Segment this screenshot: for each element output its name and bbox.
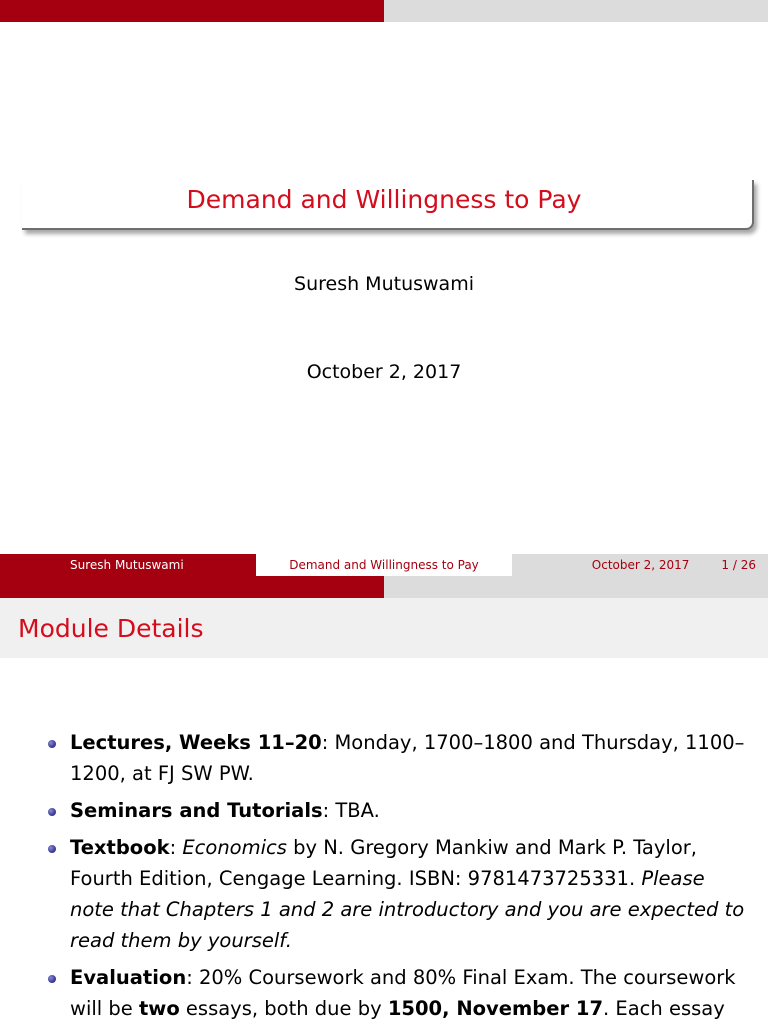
item-text: . Each essay	[603, 997, 725, 1020]
page-number: 1 / 26	[721, 558, 756, 572]
header-bar-2	[0, 576, 768, 598]
bullet-icon	[48, 808, 56, 816]
header-bar-2-red	[0, 576, 384, 598]
item-text: : 20% Coursework and 80% Final Exam. The coursework will be	[70, 966, 736, 1020]
bullet-icon	[48, 975, 56, 983]
item-separator: :	[169, 836, 183, 859]
list-item-lectures	[48, 727, 748, 789]
item-label: Textbook	[70, 836, 170, 859]
list-item-seminars	[48, 795, 748, 826]
footer-bar	[0, 554, 768, 576]
item-text: by N. Gregory Mankiw and Mark P. Taylor, Fourth Edition, Cengage Learning. ISBN: 9781473725331.	[70, 836, 697, 890]
item-label: Lectures, Weeks 11–20	[70, 731, 322, 754]
header-bar	[0, 0, 768, 22]
item-text: : Monday, 1700–1800 and Thursday, 1100–1200, at FJ SW PW.	[70, 731, 745, 785]
item-text: essays, both due by	[179, 997, 388, 1020]
author-name: Suresh Mutuswami	[294, 273, 474, 295]
slide-title: Demand and Willingness to Pay	[186, 185, 582, 214]
footer-right	[512, 554, 768, 576]
item-note: Please note that Chapters 1 and 2 are introductory and you are expected to read them by yourself.	[70, 867, 745, 952]
footer-date: October 2, 2017	[591, 558, 690, 572]
bullet-icon	[48, 845, 56, 853]
header-bar-2-grey	[384, 576, 768, 598]
book-title: Economics	[182, 836, 287, 859]
item-label: Seminars and Tutorials	[70, 799, 323, 822]
footer-title: Demand and Willingness to Pay	[256, 554, 512, 576]
list-item-textbook	[48, 832, 748, 956]
item-text: : TBA.	[322, 799, 380, 822]
item-emphasis: two	[138, 997, 180, 1020]
list-item-evaluation	[48, 962, 748, 1024]
header-bar-grey	[384, 0, 768, 22]
header-bar-red	[0, 0, 384, 22]
bullet-list	[48, 727, 748, 1030]
frame-title: Module Details	[18, 614, 204, 643]
item-deadline: 1500, November 17	[387, 997, 604, 1020]
footer-author: Suresh Mutuswami	[0, 554, 256, 576]
item-label: Evaluation	[70, 966, 187, 989]
presentation-date: October 2, 2017	[306, 361, 462, 383]
bullet-icon	[48, 740, 56, 748]
